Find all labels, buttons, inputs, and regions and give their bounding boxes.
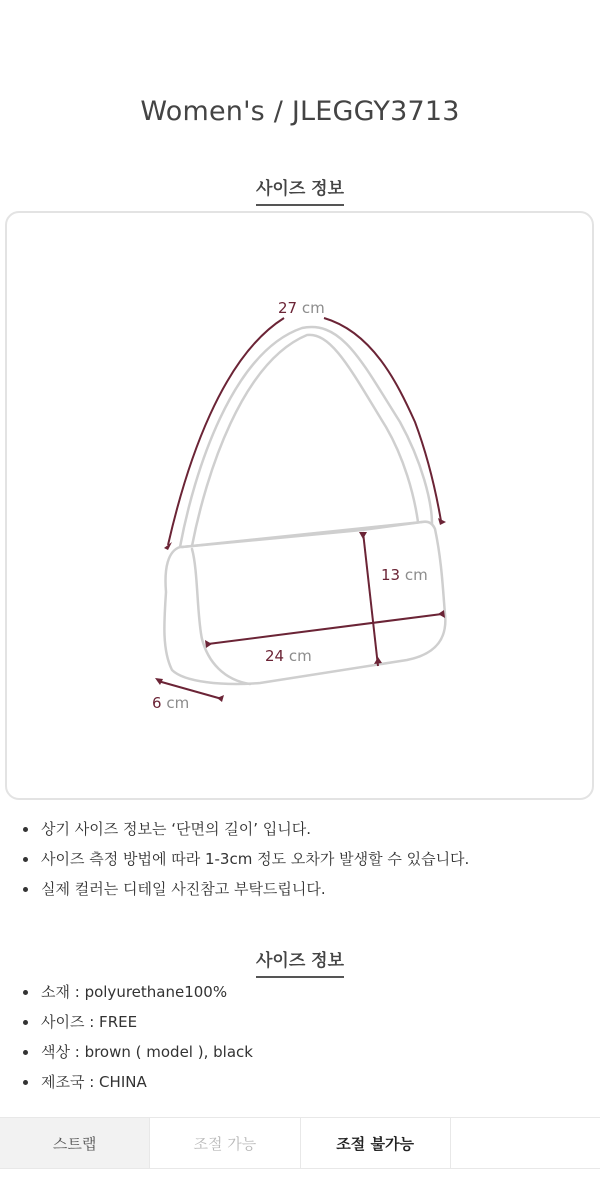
width-label: [265, 647, 312, 665]
width-unit: cm: [288, 647, 312, 665]
strap-measure-line: [168, 318, 441, 545]
origin-item: 제조국 : CHINA: [41, 1067, 253, 1097]
width-arrow-left: [205, 640, 212, 648]
bag-size-diagram: [5, 211, 594, 800]
height-measure-line: [363, 532, 378, 666]
color-item: 색상 : brown ( model ), black: [41, 1037, 253, 1067]
bag-top-edge: [182, 522, 422, 547]
height-unit: cm: [404, 566, 428, 584]
strap-length-value: 27: [278, 299, 298, 317]
strap-length-unit: cm: [301, 299, 325, 317]
list-item: 사이즈 측정 방법에 따라 1-3cm 정도 오차가 발생할 수 있습니다.: [41, 844, 469, 874]
height-arrow-top: [359, 532, 367, 539]
width-value: 24: [265, 647, 285, 665]
height-arrow-bottom: [374, 657, 382, 664]
height-value: 13: [381, 566, 401, 584]
depth-unit: cm: [166, 694, 190, 712]
product-details-list: [0, 977, 253, 1097]
strap-length-label: [278, 299, 325, 317]
size-info-heading-text: 사이즈 정보: [256, 174, 344, 206]
empty-cell: [451, 1118, 600, 1168]
list-item: 실제 컬러는 디테일 사진참고 부탁드립니다.: [41, 874, 469, 904]
strap-adjustable-option: 조절 가능: [150, 1118, 300, 1168]
list-item: 상기 사이즈 정보는 ‘단면의 길이’ 입니다.: [41, 814, 469, 844]
details-heading-text: 사이즈 정보: [256, 946, 344, 978]
bag-strap-outer: [180, 327, 432, 547]
depth-label: [152, 694, 189, 712]
bag-front-edge: [192, 549, 250, 684]
details-heading: [0, 946, 600, 978]
width-measure-line: [208, 614, 442, 644]
size-item: 사이즈 : FREE: [41, 1007, 253, 1037]
depth-value: 6: [152, 694, 162, 712]
strap-header-cell: 스트랩: [0, 1118, 150, 1168]
height-label: [381, 566, 428, 584]
strap-non-adjustable-option: 조절 불가능: [301, 1118, 451, 1168]
page-title: Women's / JLEGGY3713: [140, 96, 460, 127]
material-item: 소재 : polyurethane100%: [41, 977, 253, 1007]
depth-arrow-right: [217, 695, 224, 702]
strap-arrow-end: [438, 518, 446, 525]
strap-option-table: [0, 1117, 600, 1169]
size-notes-list: [0, 814, 469, 904]
width-arrow-right: [438, 610, 445, 618]
